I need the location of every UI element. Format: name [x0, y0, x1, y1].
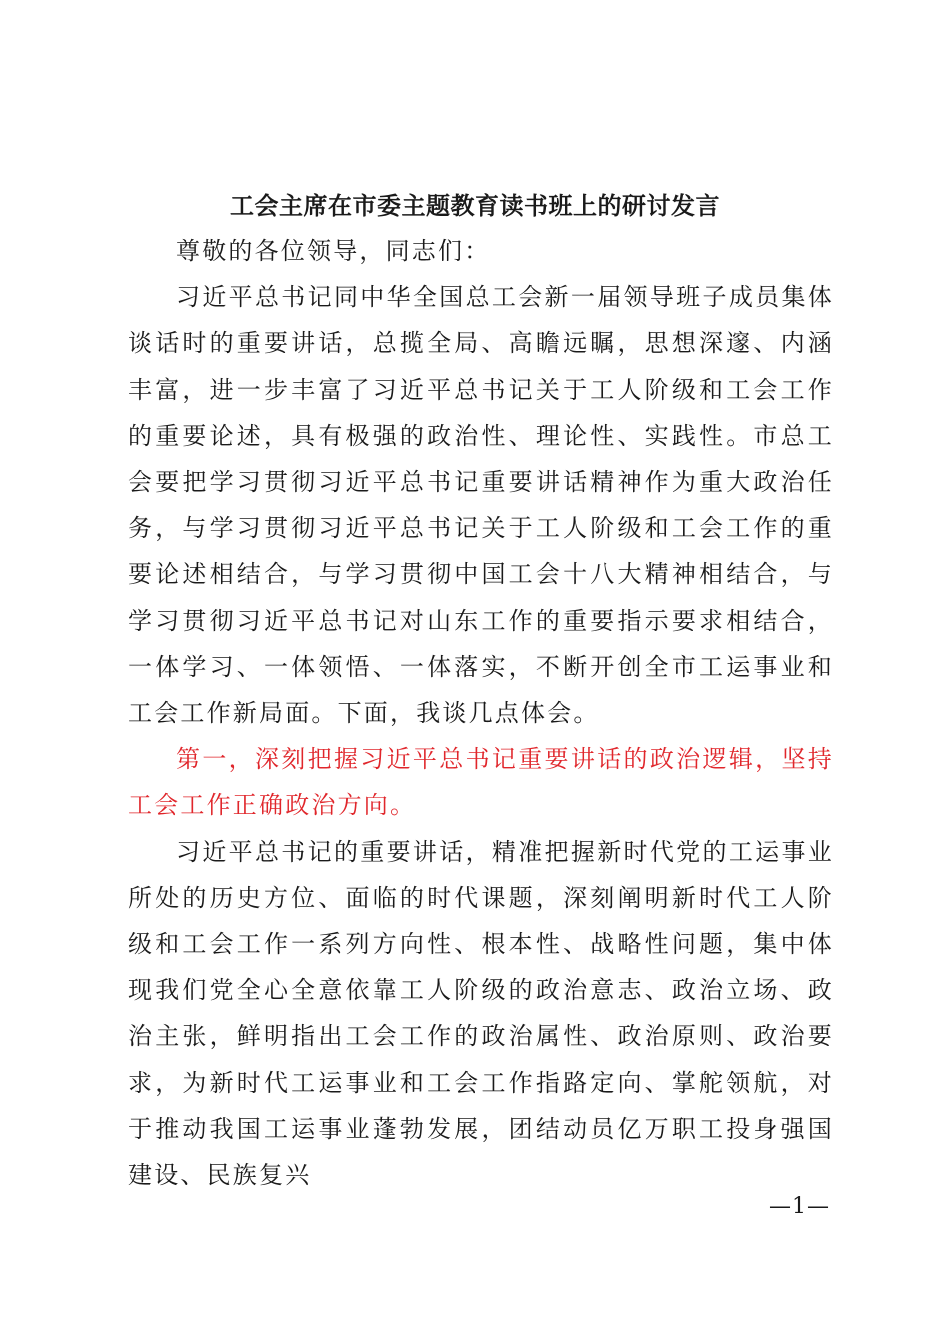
document-title: 工会主席在市委主题教育读书班上的研讨发言: [230, 191, 720, 220]
document-body: [128, 228, 834, 1198]
salutation: 尊敬的各位领导，同志们：: [176, 237, 491, 265]
section-heading: 第一，深刻把握习近平总书记重要讲话的政治逻辑，坚持工会工作正确政治方向。: [128, 745, 834, 820]
page-number: —1—: [769, 1194, 830, 1219]
section-paragraph: 习近平总书记的重要讲话，精准把握新时代党的工运事业所处的历史方位、面临的时代课题，深刻阐明新时代工人阶级和工会工作一系列方向性、根本性、战略性问题，集中体现我们党全心全意依靠工人阶级的政治意志、政治立场、政治主张，鲜明指出工会工作的政治属性、政治原则、政治要求，为新时代工运事业和工会工作指路定向、掌舵领航，对于推动我国工运事业蓬勃发展，团结动员亿万职工投身强国建设、民族复兴: [128, 837, 834, 1190]
intro-paragraph: 习近平总书记同中华全国总工会新一届领导班子成员集体谈话时的重要讲话，总揽全局、高瞻远瞩，思想深邃、内涵丰富，进一步丰富了习近平总书记关于工人阶级和工会工作的重要论述，具有极强的政治性、理论性、实践性。市总工会要把学习贯彻习近平总书记重要讲话精神作为重大政治任务，与学习贯彻习近平总书记关于工人阶级和工会工作的重要论述相结合，与学习贯彻中国工会十八大精神相结合，与学习贯彻习近平总书记对山东工作的重要指示要求相结合，一体学习、一体领悟、一体落实，不断开创全市工运事业和工会工作新局面。下面，我谈几点体会。: [128, 283, 834, 728]
